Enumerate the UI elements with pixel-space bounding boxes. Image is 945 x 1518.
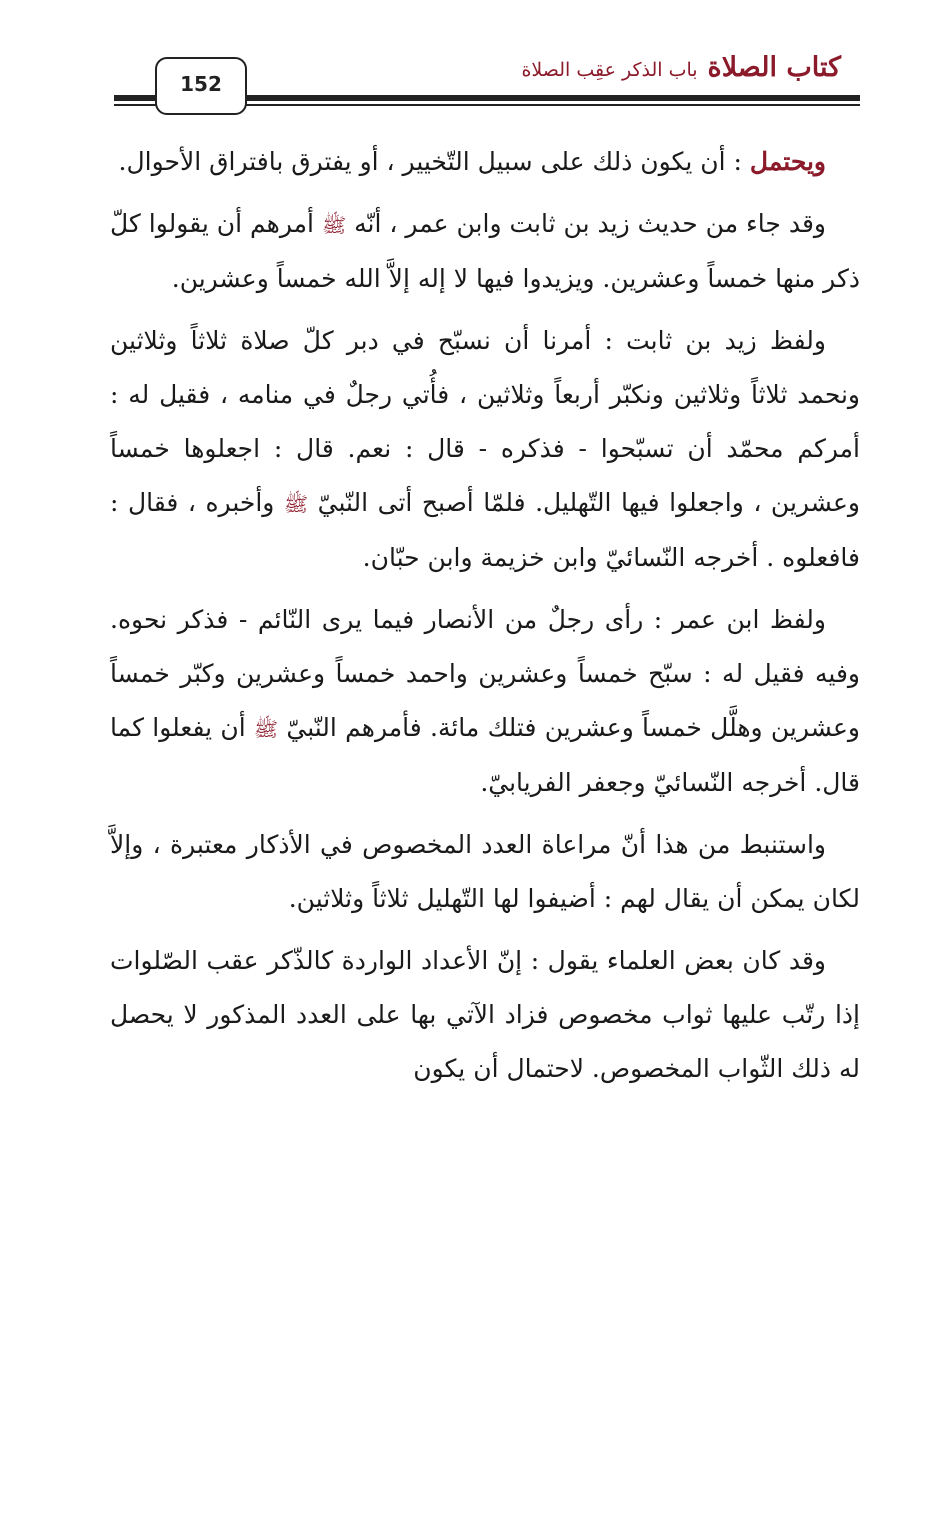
page-body — [110, 135, 860, 1104]
chapter-title: باب الذكر عقِب الصلاة — [521, 59, 698, 81]
highlighted-term: ويحتمل — [749, 147, 826, 176]
paragraph-4 — [110, 593, 860, 810]
honorific-glyph: ﷺ — [283, 492, 309, 516]
paragraph-text: : أن يكون ذلك على سبيل التّخيير ، أو يفترق بافتراق الأحوال. — [118, 147, 750, 176]
paragraph-5: واستنبط من هذا أنّ مراعاة العدد المخصوص في الأذكار معتبرة ، وإلاَّ لكان يمكن أن يقال لهم : أضيفوا لها التّهليل ثلاثاً وثلاثين. — [110, 830, 860, 913]
paragraph-text: وأخبره ، فقال : فافعلوه . أخرجه النّسائيّ وابن خزيمة وابن حبّان. — [110, 488, 860, 572]
honorific-glyph: ﷺ — [321, 213, 347, 237]
page-number: 152 — [155, 57, 247, 115]
paragraph-3 — [110, 314, 860, 585]
running-head — [521, 52, 841, 83]
paragraph-text: ولفظ زيد بن ثابت : أمرنا أن نسبّح في دبر كلّ صلاة ثلاثاً وثلاثين ونحمد ثلاثاً وثلاثين ونكبّر أربعاً وثلاثين ، فأُتي رجلٌ في منامه ، فقيل له : أمركم محمّد أن تسبّحوا - فذكره - قال : نعم. قال : اجعلوها خمساً وعشرين ، واجعلوا فيها التّهليل. فلمّا أصبح أتى النّبيّ — [110, 326, 860, 517]
paragraph-6: وقد كان بعض العلماء يقول : إنّ الأعداد الواردة كالذّكر عقب الصّلوات إذا رتّب عليها ثواب مخصوص فزاد الآتي بها على العدد المذكور لا يحصل له ذلك الثّواب المخصوص. لاحتمال أن يكون — [110, 946, 860, 1083]
book-title: كتاب الصلاة — [707, 52, 841, 83]
paragraph-2 — [110, 197, 860, 306]
paragraph-text: ولفظ ابن عمر : رأى رجلٌ من الأنصار فيما يرى النّائم - فذكر نحوه. وفيه فقيل له : سبّح خمساً وعشرين واحمد خمساً وعشرين وكبّر خمساً وعشرين وهلَّل خمساً وعشرين فتلك مائة. فأمرهم النّبيّ — [110, 605, 860, 742]
paragraph-text: أن يفعلوا كما قال. أخرجه النّسائيّ وجعفر الفريابيّ. — [110, 713, 860, 797]
paragraph-text: وقد جاء من حديث زيد بن ثابت وابن عمر ، أنّه — [354, 209, 826, 238]
honorific-glyph: ﷺ — [253, 717, 279, 741]
paragraph-text: أمرهم أن يقولوا كلّ ذكر منها خمساً وعشرين. ويزيدوا فيها لا إله إلاَّ الله خمساً وعشرين. — [110, 209, 860, 293]
page-header — [0, 0, 945, 125]
paragraph-1 — [110, 135, 860, 189]
